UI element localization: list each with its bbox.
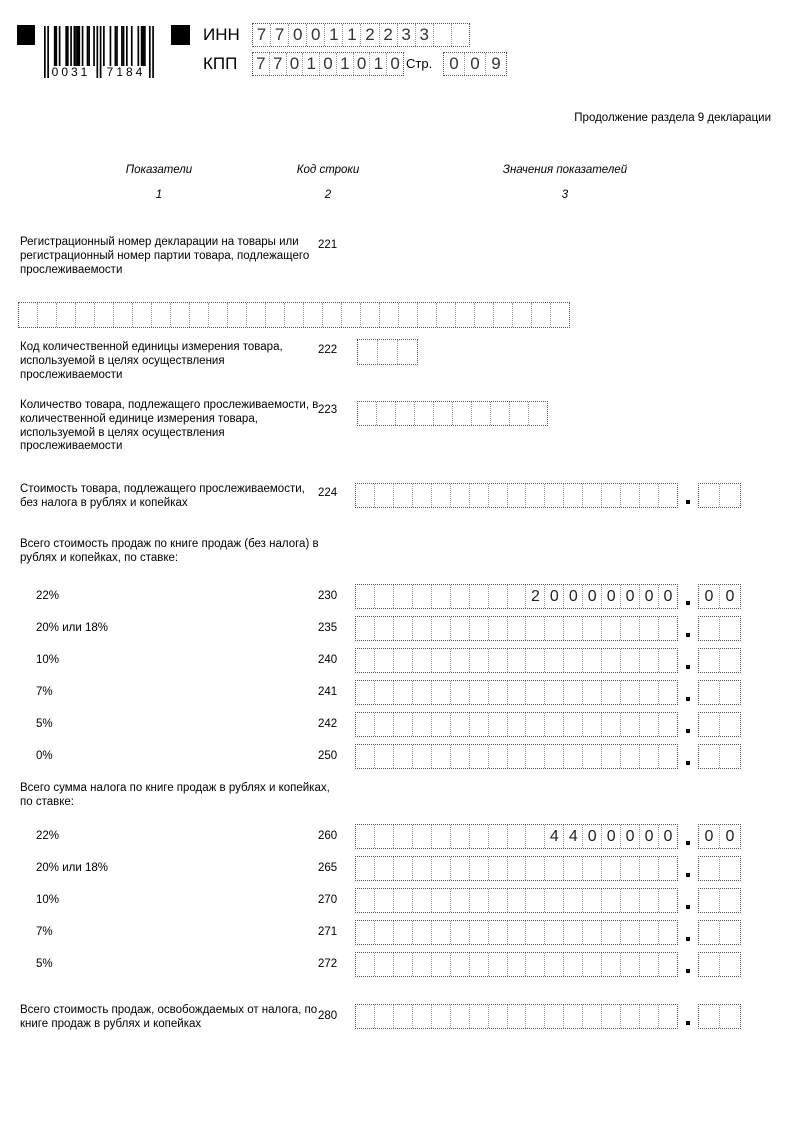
row-271-ruble-cells — [355, 920, 678, 945]
row-272-code: 272 — [318, 958, 338, 970]
row-224-ruble-cells — [355, 483, 678, 508]
row-265-code: 265 — [318, 862, 338, 874]
row-271-kopeck-cells — [698, 920, 741, 945]
row-230-code: 230 — [318, 590, 338, 602]
anchor-square-top-left — [17, 25, 35, 45]
inn-field-cells: 7 7 0 0 1 1 2 2 3 3 — [252, 23, 470, 47]
rate-label-265: 20% или 18% — [36, 862, 108, 874]
row-230-ruble-cells: 2 0 0 0 0 0 0 0 — [355, 584, 678, 609]
rate-label-240: 10% — [36, 654, 60, 666]
row-230-kopeck-cells: 0 0 — [698, 584, 741, 609]
column-header-values: Значения показателей — [502, 164, 628, 176]
row-242-code: 242 — [318, 718, 338, 730]
column-number-2: 2 — [324, 189, 332, 201]
row-222-value-cells — [357, 339, 418, 365]
decimal-separator-dot — [686, 761, 690, 765]
decimal-separator-dot — [686, 729, 690, 733]
row-221-value-cells — [18, 302, 570, 328]
row-272-kopeck-cells — [698, 952, 741, 977]
rate-label-242: 5% — [36, 718, 53, 730]
rate-label-250: 0% — [36, 750, 53, 762]
barcode-digits-right: 7184 — [104, 66, 148, 79]
row-223-code: 223 — [318, 404, 338, 416]
row-241-ruble-cells — [355, 680, 678, 705]
rate-label-270: 10% — [36, 894, 60, 906]
row-265-ruble-cells — [355, 856, 678, 881]
column-header-line-code: Код строки — [296, 164, 360, 176]
row-240-code: 240 — [318, 654, 338, 666]
row-265-kopeck-cells — [698, 856, 741, 881]
row-223-label: Количество товара, подлежащего прослеживаемости, в количественной единице измерения товара, используемой в целях осуществления прослеживаемости — [20, 399, 319, 453]
rate-label-241: 7% — [36, 686, 53, 698]
rate-label-271: 7% — [36, 926, 53, 938]
row-260-ruble-cells: 4 4 0 0 0 0 0 — [355, 824, 678, 849]
row-221-label: Регистрационный номер декларации на товары или регистрационный номер партии товара, подлежащего прослеживаемости — [20, 236, 310, 276]
row-250-ruble-cells — [355, 744, 678, 769]
row-223-value-cells — [357, 401, 548, 426]
row-280-kopeck-cells — [698, 1004, 741, 1029]
row-235-ruble-cells — [355, 616, 678, 641]
decimal-separator-dot — [686, 841, 690, 845]
row-272-ruble-cells — [355, 952, 678, 977]
row-224-label: Стоимость товара, подлежащего прослеживаемости, без налога в рублях и копейках — [20, 483, 305, 509]
row-242-ruble-cells — [355, 712, 678, 737]
rate-label-260: 22% — [36, 830, 60, 842]
decimal-separator-dot — [686, 905, 690, 909]
column-number-1: 1 — [155, 189, 163, 201]
column-header-indicators: Показатели — [125, 164, 193, 176]
row-240-ruble-cells — [355, 648, 678, 673]
barcode — [44, 26, 156, 80]
inn-label: ИНН — [203, 25, 240, 44]
rate-label-272: 5% — [36, 958, 53, 970]
row-224-code: 224 — [318, 487, 338, 499]
row-222-label: Код количественной единицы измерения товара, используемой в целях осуществления прослеживаемости — [20, 341, 283, 381]
section-continuation-title: Продолжение раздела 9 декларации — [574, 112, 771, 124]
row-270-code: 270 — [318, 894, 338, 906]
row-260-code: 260 — [318, 830, 338, 842]
rate-label-230: 22% — [36, 590, 60, 602]
row-221-code: 221 — [318, 239, 338, 251]
row-235-kopeck-cells — [698, 616, 741, 641]
row-241-code: 241 — [318, 686, 338, 698]
rate-label-235: 20% или 18% — [36, 622, 108, 634]
decimal-separator-dot — [686, 969, 690, 973]
row-240-kopeck-cells — [698, 648, 741, 673]
page-number-cells: 0 0 9 — [443, 52, 507, 76]
decimal-separator-dot — [686, 601, 690, 605]
column-number-3: 3 — [561, 189, 569, 201]
decimal-separator-dot — [686, 633, 690, 637]
page-number-label: Стр. — [406, 56, 433, 71]
kpp-field-cells: 7 7 0 1 0 1 0 1 0 — [252, 52, 404, 76]
row-280-label: Всего стоимость продаж, освобождаемых от налога, по книге продаж в рублях и копейках — [20, 1004, 318, 1030]
decimal-separator-dot — [686, 1021, 690, 1025]
row-270-kopeck-cells — [698, 888, 741, 913]
row-250-code: 250 — [318, 750, 338, 762]
row-270-ruble-cells — [355, 888, 678, 913]
anchor-square-top-mid — [171, 25, 190, 45]
section2-header: Всего сумма налога по книге продаж в рублях и копейках, по ставке: — [20, 782, 330, 808]
decimal-separator-dot — [686, 937, 690, 941]
decimal-separator-dot — [686, 697, 690, 701]
row-260-kopeck-cells: 0 0 — [698, 824, 741, 849]
row-280-ruble-cells — [355, 1004, 678, 1029]
kpp-label: КПП — [203, 54, 238, 73]
row-235-code: 235 — [318, 622, 338, 634]
row-241-kopeck-cells — [698, 680, 741, 705]
row-222-code: 222 — [318, 344, 338, 356]
section1-header: Всего стоимость продаж по книге продаж (без налога) в рублях и копейках, по ставке: — [20, 538, 319, 564]
row-242-kopeck-cells — [698, 712, 741, 737]
decimal-separator-dot — [686, 873, 690, 877]
decimal-separator-dot — [686, 500, 690, 504]
decimal-separator-dot — [686, 665, 690, 669]
row-250-kopeck-cells — [698, 744, 741, 769]
row-224-kopeck-cells — [698, 483, 741, 508]
barcode-digits-left: 0031 — [49, 66, 93, 79]
row-271-code: 271 — [318, 926, 338, 938]
row-280-code: 280 — [318, 1010, 338, 1022]
